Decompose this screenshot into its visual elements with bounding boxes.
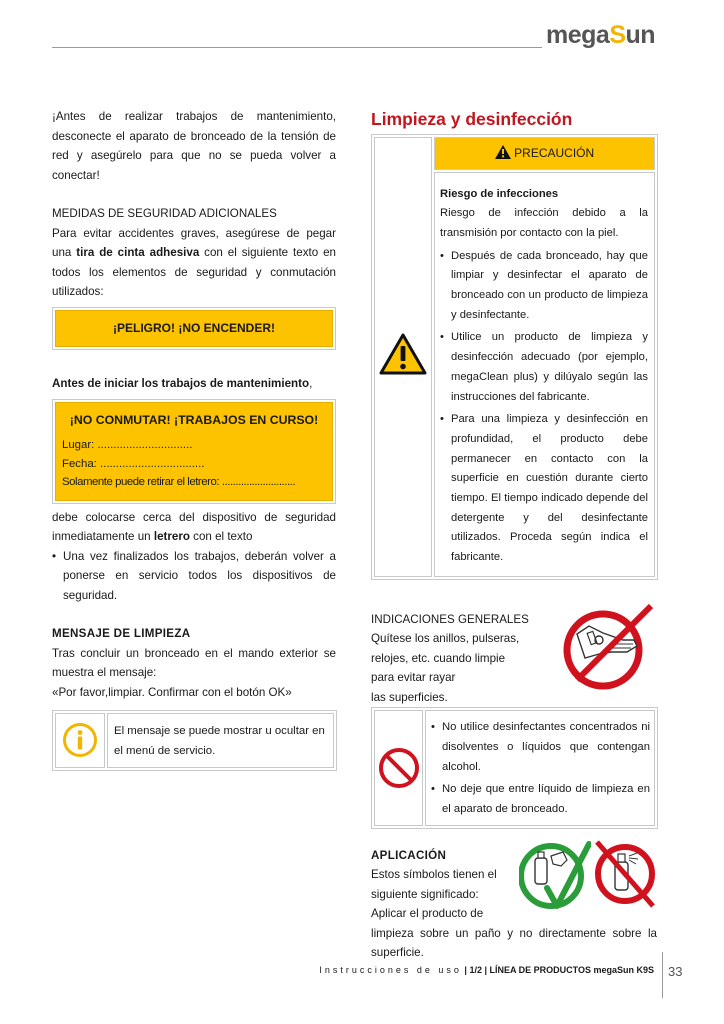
application-line: Aplicar el producto de xyxy=(371,907,484,921)
header-rule xyxy=(52,47,542,48)
spray-prohibited-icon xyxy=(591,834,659,914)
danger-tape-frame xyxy=(52,307,336,351)
caution-body xyxy=(434,172,655,577)
prohibition-text xyxy=(425,710,655,826)
sign-title: ¡NO CONMUTAR! ¡TRABAJOS EN CURSO! xyxy=(69,412,319,427)
cleaning-quote: «Por favor,limpiar. Confirmar con el botón OK» xyxy=(52,685,292,699)
application-line: siguiente significado: xyxy=(371,887,479,901)
caution-header: PRECAUCIÓN xyxy=(434,137,655,170)
danger-tape: ¡PELIGRO! ¡NO ENCENDER! xyxy=(55,310,333,348)
left-column xyxy=(52,107,336,771)
general-line: relojes, etc. cuando limpie xyxy=(371,651,506,665)
sign-place: Lugar: .............................. xyxy=(62,439,193,451)
info-box xyxy=(52,710,337,771)
measures-heading: MEDIDAS DE SEGURIDAD ADICIONALES xyxy=(52,207,277,220)
application-paragraph: limpieza sobre un paño y no directamente sobre la superficie. xyxy=(371,926,657,960)
cleaning-paragraph: Tras concluir un bronceado en el mando exterior se muestra el mensaje: xyxy=(52,646,336,679)
after-sign-paragraph: debe colocarse cerca del dispositivo de seguridad inmediatamente un letrero con el texto xyxy=(52,510,336,543)
footer-text: Instrucciones de uso | 1/2 | LÍNEA DE PRODUCTOS megaSun K9S xyxy=(319,965,654,975)
maintenance-sign xyxy=(55,402,333,501)
measures-paragraph: Para evitar accidentes graves, asegúrese de pegar una tira de cinta adhesiva con el siguiente texto en todos los elementos de seguridad y conmutación utilizados: xyxy=(52,226,336,298)
risk-list xyxy=(440,247,648,568)
right-column xyxy=(371,107,657,963)
intro-paragraph: ¡Antes de realizar trabajos de mantenimiento, desconecte el aparato de bronceado de la tensión de red y asegúrelo para que no se pueda volver a conectar! xyxy=(52,110,336,182)
prohibition-box xyxy=(371,707,658,829)
after-sign-list xyxy=(52,547,336,606)
cloth-allowed-icon xyxy=(519,834,591,914)
warning-triangle-icon xyxy=(379,332,427,376)
general-heading: INDICACIONES GENERALES xyxy=(371,612,529,626)
prohibit-icon-cell xyxy=(374,710,423,826)
info-text: El mensaje se puede mostrar u ocultar en el menú de servicio. xyxy=(107,713,334,768)
list-item: • Una vez finalizados los trabajos, deberán volver a ponerse en servicio todos los dispositivos de seguridad. xyxy=(52,547,336,606)
no-jewelry-icon xyxy=(559,600,657,694)
cleaning-heading: MENSAJE DE LIMPIEZA xyxy=(52,627,191,640)
list-item: • No utilice desinfectantes concentrados ni disolventes o líquidos que contengan alcohol. xyxy=(431,717,650,777)
sign-remove: Solamente puede retirar el letrero: ........................... xyxy=(62,476,296,488)
application-heading: APLICACIÓN xyxy=(371,848,447,862)
list-item: • Utilice un producto de limpieza y desinfección adecuado (por ejemplo, megaClean plus) y dilúyalo según las instrucciones del fabricante. xyxy=(440,328,648,407)
list-item: • No deje que entre líquido de limpieza en el aparato de bronceado. xyxy=(431,779,650,819)
list-item: • Después de cada bronceado, hay que limpiar y desinfectar el aparato de bronceado con un producto de limpieza y desinfectante. xyxy=(440,247,648,326)
general-line: Quítese los anillos, pulseras, xyxy=(371,632,520,646)
caution-table xyxy=(371,134,658,580)
general-section xyxy=(371,610,657,704)
footer-rule xyxy=(662,952,663,998)
prohibition-list xyxy=(431,717,650,819)
page-number: 33 xyxy=(668,964,683,979)
warning-icon-cell xyxy=(374,137,432,577)
risk-heading: Riesgo de infecciones xyxy=(440,187,559,200)
risk-paragraph: Riesgo de infección debido a la transmisión por contacto con la piel. xyxy=(440,207,648,239)
sign-date: Fecha: ................................. xyxy=(62,457,205,470)
application-line: Estos símbolos tienen el xyxy=(371,868,497,882)
maintenance-sign-frame xyxy=(52,399,336,504)
info-icon xyxy=(62,722,98,758)
info-icon-cell xyxy=(55,713,105,768)
list-item: • Para una limpieza y desinfección en profundidad, el producto debe permanecer en contacto con la superficie en cuestión durante cierto tiempo. El tiempo indicado depende del detergente y del desinfectante utilizados. Proceda según indica el fabricante. xyxy=(440,410,648,568)
section-title: Limpieza y desinfección xyxy=(371,109,573,129)
general-line: para evitar rayar xyxy=(371,671,456,685)
application-section xyxy=(371,846,657,963)
prohibited-icon xyxy=(377,746,421,790)
brand-logo: megaSun xyxy=(546,21,656,49)
warning-small-icon xyxy=(495,145,511,159)
general-line: las superficies. xyxy=(371,690,448,704)
before-maintenance-line: Antes de iniciar los trabajos de mantenimiento, xyxy=(52,377,313,390)
